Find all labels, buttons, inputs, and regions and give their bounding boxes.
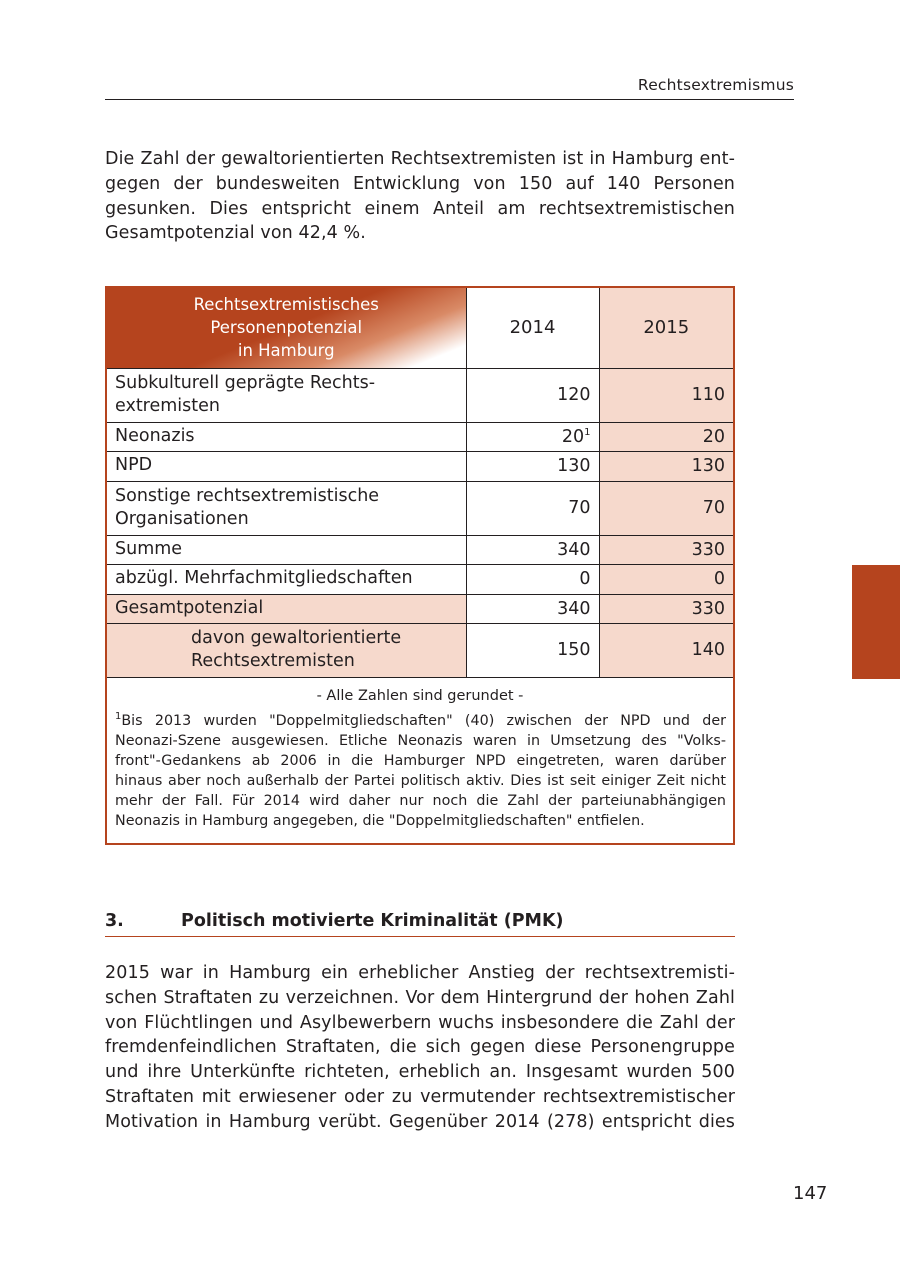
footnote-reference: 1 <box>584 426 591 438</box>
footnote-line-text: Bis 2013 wurden "Doppelmitgliedschaften" (40) zwischen der NPD und der <box>121 713 726 729</box>
table-row <box>107 422 733 451</box>
row-label: NPD <box>107 451 466 481</box>
row-label-line: Rechtsextremisten <box>191 651 355 671</box>
text-line: und ihre Unterkünfte richteten, erheblich an. Insgesamt wurden 500 <box>105 1062 735 1083</box>
row-label-line: davon gewaltorientierte <box>191 627 402 648</box>
text-line: fremdenfeindlichen Straftaten, die sich gegen diese Personengruppe <box>105 1037 735 1058</box>
table-header-label <box>107 288 466 368</box>
value-2014 <box>466 422 599 451</box>
year-header-2014: 2014 <box>466 288 599 368</box>
value-2015: 140 <box>599 623 733 677</box>
table-row <box>107 368 733 422</box>
table-row <box>107 481 733 535</box>
text-line: gegen der bundesweiten Entwicklung von 150 auf 140 Personen <box>105 173 735 194</box>
footnote-line: Neonazi-Szene ausgewiesen. Etliche Neonazis waren in Umsetzung des "Volks- <box>115 733 726 750</box>
page-number: 147 <box>793 1183 828 1204</box>
row-label-line: Subkulturell geprägte Rechts- <box>115 372 376 393</box>
rounding-note: - Alle Zahlen sind gerundet - <box>316 688 524 704</box>
table-row <box>107 623 733 677</box>
value-2015: 20 <box>599 422 733 451</box>
footnote-line <box>115 711 726 731</box>
footnote-line: front"-Gedankens ab 2006 in die Hamburger NPD eingetreten, waren darüber <box>115 753 726 770</box>
extremist-potential-table-box <box>105 286 735 845</box>
section-number: 3. <box>105 911 124 931</box>
chapter-tab-marker <box>852 565 900 679</box>
value-2015: 70 <box>599 481 733 535</box>
row-label: abzügl. Mehrfachmitgliedschaften <box>107 564 466 594</box>
value-2014: 340 <box>466 594 599 623</box>
value-2014: 70 <box>466 481 599 535</box>
footnote-line: mehr der Fall. Für 2014 wird daher nur noch die Zahl der parteiunabhängigen <box>115 793 726 810</box>
running-title: Rechtsextremismus <box>637 76 794 94</box>
row-label <box>107 481 466 535</box>
running-header <box>105 75 794 100</box>
value-2015: 130 <box>599 451 733 481</box>
table-row <box>107 535 733 564</box>
value-2015: 330 <box>599 535 733 564</box>
text-line: Gesamtpotenzial von 42,4 %. <box>105 223 366 244</box>
text-line: 2015 war in Hamburg ein erheblicher Anstieg der rechtsextremisti- <box>105 963 735 983</box>
value-2015: 330 <box>599 594 733 623</box>
intro-paragraph <box>105 147 735 246</box>
extremist-potential-table <box>107 288 733 678</box>
text-line: von Flüchtlingen und Asylbewerbern wuchs insbesondere die Zahl der <box>105 1012 735 1033</box>
footnote-line: Neonazis in Hamburg angegeben, die "Doppelmitgliedschaften" entfielen. <box>115 813 645 830</box>
table-notes <box>107 678 733 832</box>
row-label: Gesamtpotenzial <box>107 594 466 623</box>
table-header-row <box>107 288 733 368</box>
row-label-line: Sonstige rechtsextremistische <box>115 485 380 506</box>
row-label <box>107 623 466 677</box>
text-line: gesunken. Dies entspricht einem Anteil am rechtsextremistischen <box>105 198 735 219</box>
value-2014: 130 <box>466 451 599 481</box>
text-line: Die Zahl der gewaltorientierten Rechtsextremisten ist in Hamburg ent- <box>105 149 735 169</box>
text-line: Motivation in Hamburg verübt. Gegenüber 2014 (278) entspricht dies <box>105 1111 735 1132</box>
header-label-line: in Hamburg <box>237 341 335 361</box>
section-title: Politisch motivierte Kriminalität (PMK) <box>181 911 564 931</box>
header-label-line: Rechtsextremistisches <box>193 295 379 315</box>
row-label-line: Organisationen <box>115 509 249 529</box>
value-2015: 0 <box>599 564 733 594</box>
value-2014: 340 <box>466 535 599 564</box>
year-header-2015: 2015 <box>599 288 733 368</box>
table-row <box>107 594 733 623</box>
header-label-line: Personenpotenzial <box>210 318 363 338</box>
footnote <box>115 711 726 832</box>
value-2015: 110 <box>599 368 733 422</box>
section-paragraph <box>105 961 735 1135</box>
section-heading <box>105 911 735 937</box>
row-label-line: extremisten <box>115 396 220 416</box>
text-line: schen Straftaten zu verzeichnen. Vor dem Hintergrund der hohen Zahl <box>105 987 735 1008</box>
value-number: 20 <box>561 426 585 447</box>
table-row <box>107 564 733 594</box>
value-2014: 150 <box>466 623 599 677</box>
row-label: Summe <box>107 535 466 564</box>
value-2014: 0 <box>466 564 599 594</box>
row-label <box>107 368 466 422</box>
footnote-marker: 1 <box>115 711 122 723</box>
footnote-line: hinaus aber noch außerhalb der Partei politisch aktiv. Dies ist seit einiger Zeit nicht <box>115 773 726 790</box>
table-row <box>107 451 733 481</box>
value-2014: 120 <box>466 368 599 422</box>
row-label: Neonazis <box>107 422 466 451</box>
text-line: Straftaten mit erwiesener oder zu vermutender rechtsextremistischer <box>105 1086 735 1107</box>
